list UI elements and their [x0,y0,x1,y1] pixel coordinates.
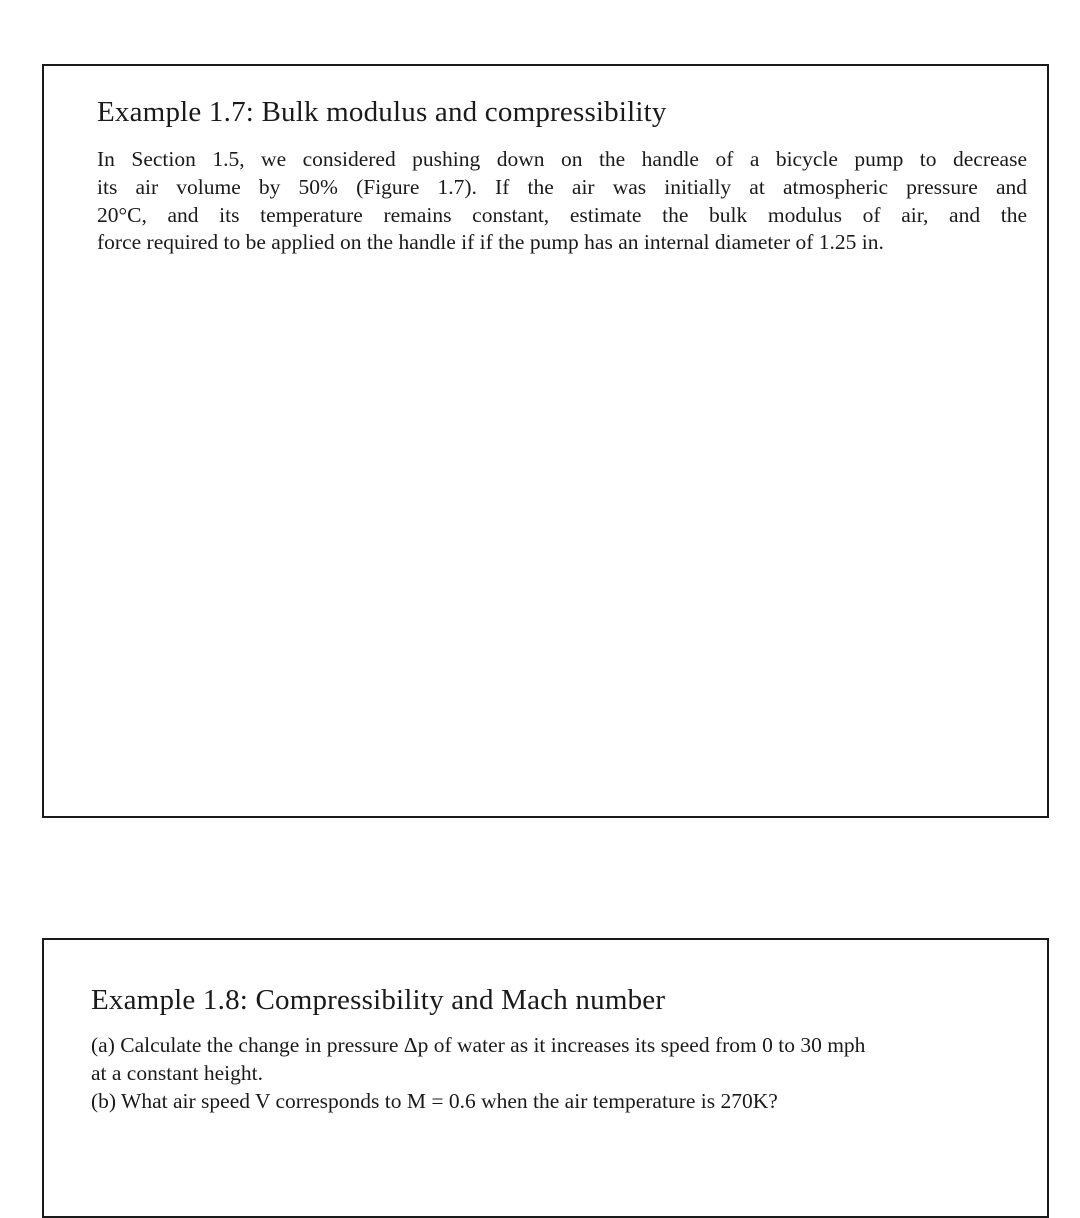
text-line: (a) Calculate the change in pressure Δp of water as it increases its speed from 0 to 30 mph [91,1033,866,1057]
example-1-8-text [91,1032,1011,1115]
example-1-8-box [42,938,1049,1218]
text-line: 20°C, and its temperature remains constant, estimate the bulk modulus of air, and the [97,202,1027,227]
example-1-7-title: Example 1.7: Bulk modulus and compressibility [97,96,667,128]
text-line: force required to be applied on the handle if if the pump has an internal diameter of 1.25 in. [97,230,884,255]
text-line: its air volume by 50% (Figure 1.7). If the air was initially at atmospheric pressure and [97,174,1027,199]
example-1-8-title: Example 1.8: Compressibility and Mach number [91,984,666,1016]
text-line: (b) What air speed V corresponds to M = 0.6 when the air temperature is 270K? [91,1088,778,1113]
example-1-7-text [97,146,1027,257]
text-line: In Section 1.5, we considered pushing down on the handle of a bicycle pump to decrease [97,147,1027,171]
example-1-7-box [42,64,1049,818]
text-line: at a constant height. [91,1060,263,1085]
